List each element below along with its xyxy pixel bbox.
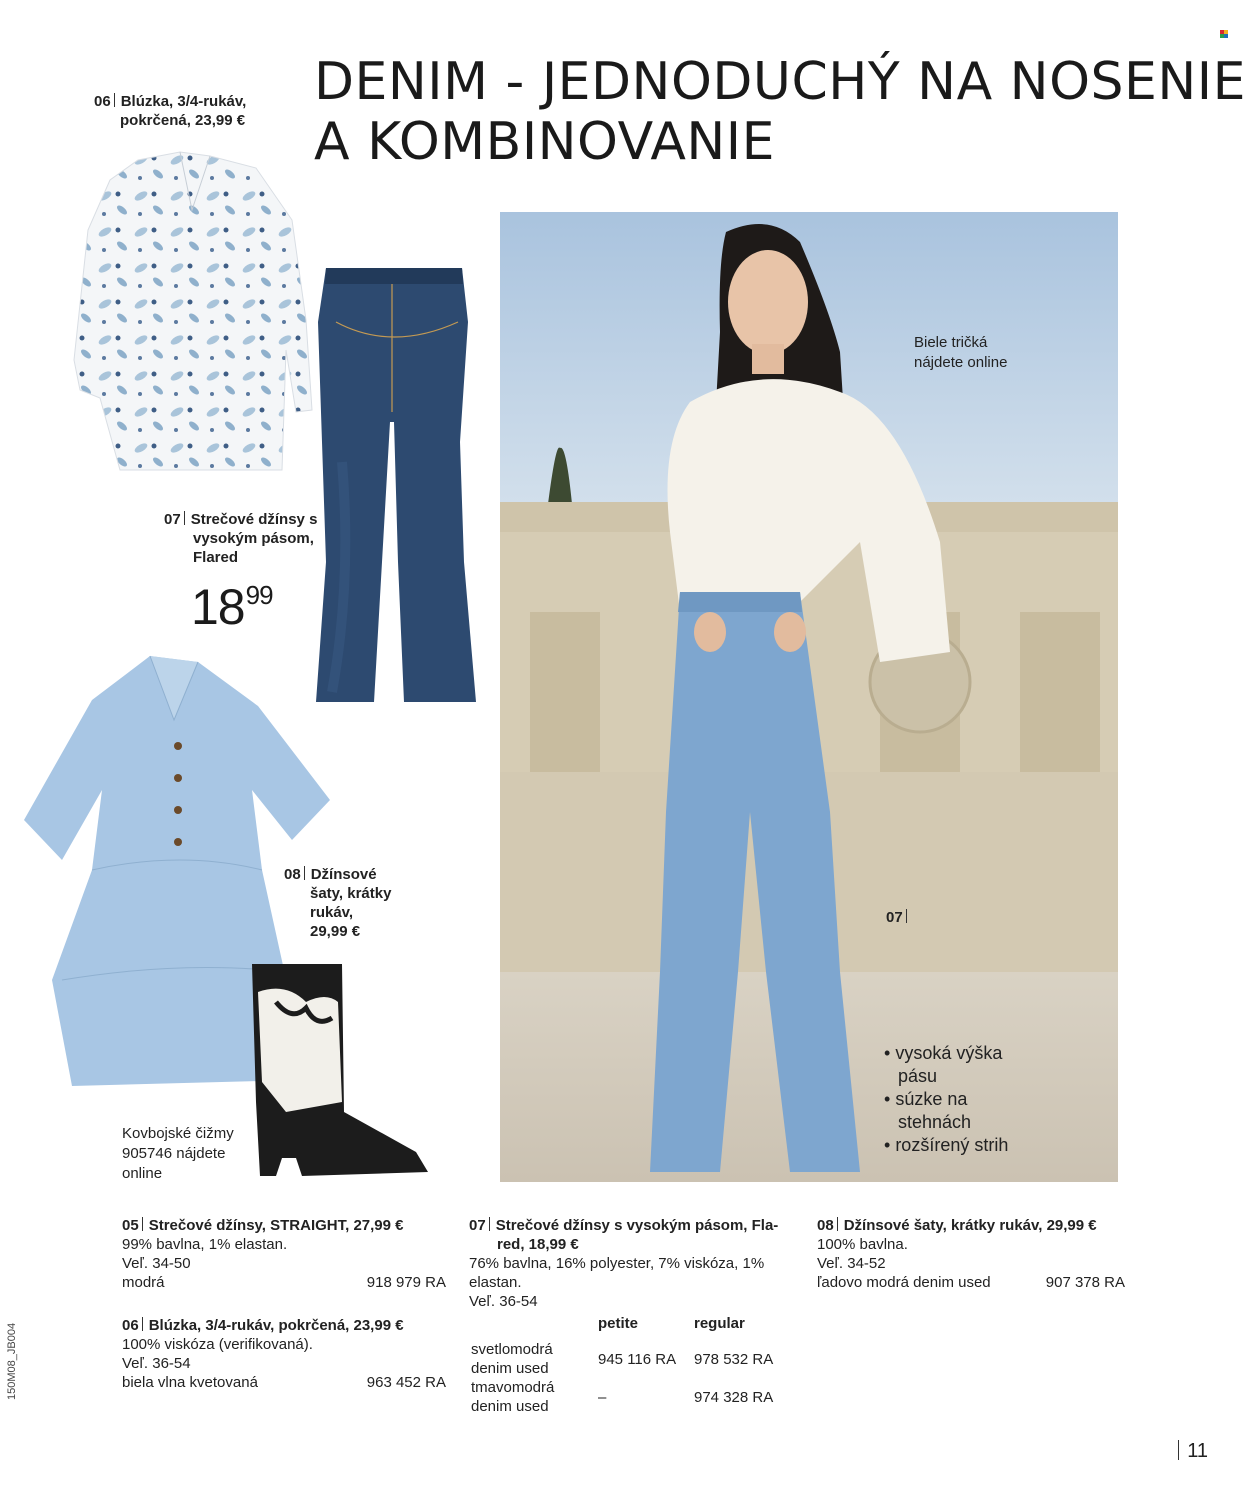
product-code: 907 378 RA [1045, 1274, 1125, 1291]
blouse-image[interactable] [60, 150, 320, 480]
flared-jeans-variant-table [471, 1314, 791, 1416]
tshirt-note: Biele tričká nájdete online [914, 334, 1008, 371]
product-code: 918 979 RA [366, 1274, 446, 1291]
blouse-label: 06 Blúzka, 3/4-rukáv, pokrčená, 23,99 € [94, 93, 247, 129]
model-photo [500, 212, 1118, 1182]
flared-jeans-label: 07 Strečové džínsy s vysokým pásom, Flared [164, 511, 318, 566]
info-blouse: 06 Blúzka, 3/4-rukáv, pokrčená, 23,99 € 100% viskóza (verifikovaná). Veľ. 36-54 biela vlna kvetovaná 963 452 RA [122, 1317, 446, 1391]
page-number: 11 [1178, 1440, 1208, 1463]
catalog-code: 150M08_JB004 [6, 1322, 18, 1400]
col-petite: petite [598, 1315, 639, 1332]
photo-tag: 07 [886, 908, 913, 927]
page-title: DENIM - JEDNODUCHÝ NA NOSENIE A KOMBINOVANIE [314, 52, 1246, 172]
table-row: svetlomodrá denim used 945 116 RA 978 532 RA [471, 1341, 774, 1377]
denim-dress-label: 08 Džínsové šaty, krátky rukáv, 29,99 € [284, 866, 392, 940]
product-code: 963 452 RA [366, 1374, 446, 1391]
cowboy-boots-image[interactable] [246, 962, 436, 1182]
flared-jeans-image[interactable] [312, 262, 482, 707]
feature-list: • vysoká výška pásu • súzke na stehnách • rozšírený strih [884, 1043, 1009, 1155]
flared-jeans-price: $18^{99}$ [191, 579, 273, 635]
table-row: tmavomodrá denim used – 974 328 RA [471, 1379, 774, 1415]
info-denim-dress: 08 Džínsové šaty, krátky rukáv, 29,99 € 100% bavlna. Veľ. 34-52 ľadovo modrá denim used 907 378 RA [817, 1217, 1125, 1291]
brand-mark-icon [1220, 30, 1228, 38]
info-flared-jeans: 07 Strečové džínsy s vysokým pásom, Fla- red, 18,99 € 76% bavlna, 16% polyester, 7% viskóza, 1% elastan. Veľ. 36-54 [469, 1217, 779, 1310]
boots-note: Kovbojské čižmy 905746 nájdete online [122, 1125, 234, 1182]
info-straight-jeans: 05 Strečové džínsy, STRAIGHT, 27,99 € 99% bavlna, 1% elastan. Veľ. 34-50 modrá 918 979 RA [122, 1217, 446, 1291]
col-regular: regular [694, 1315, 745, 1332]
